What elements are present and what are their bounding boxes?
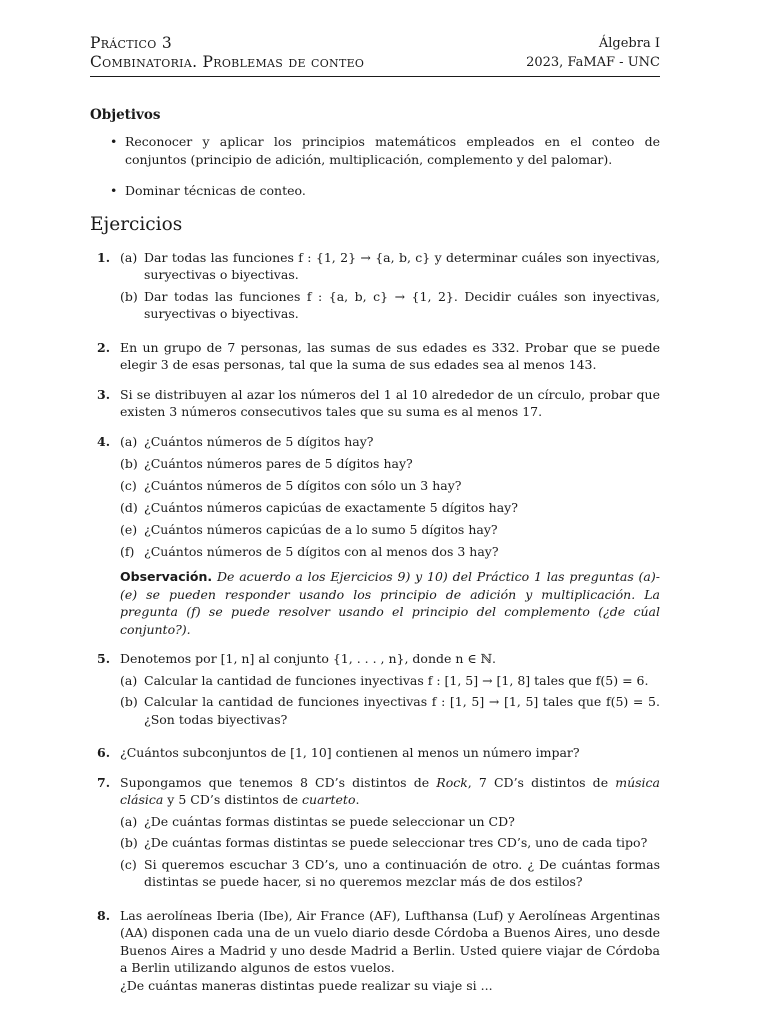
header-rule <box>90 76 660 77</box>
page-header <box>90 34 660 72</box>
part-label: (e) <box>120 521 138 537</box>
part-label: (a) <box>120 249 138 265</box>
genre-cuarteto: cuarteto <box>302 792 356 807</box>
part-label: (d) <box>120 499 138 515</box>
exercise-part <box>120 856 660 891</box>
objective-item: • Dominar técnicas de conteo. <box>90 182 660 200</box>
part-label: (c) <box>120 477 137 493</box>
text-fragment: Supongamos que tenemos 8 CD’s distintos de <box>120 774 437 790</box>
exercise-number: 1. <box>97 249 111 265</box>
exercise-part <box>120 477 660 495</box>
header-title-line1: Práctico 3 <box>90 34 172 52</box>
exercise-text: Las aerolíneas Iberia (Ibe), Air France (AF), Lufthansa (Luf) y Aerolíneas Argentinas (AA) disponen cada una de un vuelo diario desde Córdoba a Buenos Aires, uno desde Buenos Aires a Madrid y uno desde Madrid a Berlin. Usted quiere viajar de Córdoba a Berlin utilizando algunos de estos vuelos. <box>120 907 660 975</box>
part-label: (a) <box>120 433 138 449</box>
part-label: (a) <box>120 672 138 688</box>
observation-text: De acuerdo a los Ejercicios 9) y 10) del Práctico 1 las preguntas (a)-(e) se pueden responder usando los principio de adición y multiplicación. La pregunta (f) se puede resolver usando el principio del complemento (¿de cúal conjunto?). <box>120 569 660 637</box>
exercise-number: 6. <box>97 745 111 760</box>
part-text: ¿De cuántas formas distintas se puede seleccionar tres CD’s, uno de cada tipo? <box>144 835 648 850</box>
text-fragment: . <box>355 792 360 807</box>
exercise-part <box>120 693 660 728</box>
exercise-part <box>120 521 660 539</box>
part-text: ¿Cuántos números capicúas de exactamente 5 dígitos hay? <box>144 499 518 515</box>
exercise-text: Si se distribuyen al azar los números del 1 al 10 alrededor de un círculo, probar que existen 3 números consecutivos tales que su suma es al menos 17. <box>120 386 660 419</box>
part-text: ¿De cuántas formas distintas se puede seleccionar un CD? <box>144 813 515 829</box>
text-fragment: , 7 CD’s distintos de <box>467 774 616 790</box>
part-label: (b) <box>120 288 138 304</box>
part-text: ¿Cuántos números de 5 dígitos con al menos dos 3 hay? <box>144 543 499 559</box>
header-course: Álgebra I <box>598 36 660 51</box>
genre-classical: música clásica <box>120 774 661 807</box>
exercise-number: 4. <box>97 433 111 449</box>
exercise-part <box>120 499 660 517</box>
part-text: ¿Cuántos números de 5 dígitos con sólo un 3 hay? <box>144 477 462 493</box>
exercise-number: 7. <box>97 774 111 790</box>
part-text: ¿Cuántos números pares de 5 dígitos hay? <box>144 455 413 471</box>
part-text: Si queremos escuchar 3 CD’s, uno a continuación de otro. ¿ De cuántas formas distintas se puede hacer, si no queremos mezclar más de dos estilos? <box>144 856 660 889</box>
exercise-number: 3. <box>97 386 111 402</box>
part-text: ¿Cuántos números capicúas de a lo sumo 5 dígitos hay? <box>144 521 498 537</box>
part-label: (b) <box>120 455 138 471</box>
objectives-list <box>90 133 660 200</box>
exercise-number: 5. <box>97 651 111 666</box>
objectives-title: Objetivos <box>90 107 161 123</box>
part-text: Calcular la cantidad de funciones inyectivas f : [1, 5] → [1, 8] tales que f(5) = 6. <box>144 672 649 688</box>
observation-label: Observación. <box>120 569 213 584</box>
exercise-text: Denotemos por [1, n] al conjunto {1, . . . , n}, donde n ∈ ℕ. <box>120 651 497 666</box>
header-year-place: 2023, FaMAF - UNC <box>526 55 660 70</box>
part-label: (b) <box>120 694 138 709</box>
objective-item: • Reconocer y aplicar los principios matemáticos empleados en el conteo de conjuntos (principio de adición, multiplicación, complemento y del palomar). <box>90 133 660 168</box>
exercise-number: 8. <box>97 907 111 923</box>
exercise-6 <box>90 744 660 762</box>
part-label: (f) <box>120 543 135 559</box>
exercise-4 <box>90 433 660 639</box>
part-text: Dar todas las funciones f : {a, b, c} → {1, 2}. Decidir cuáles son inyectivas, suryectivas o biyectivas. <box>144 288 660 321</box>
part-label: (a) <box>120 813 138 829</box>
part-text: Dar todas las funciones f : {1, 2} → {a, b, c} y determinar cuáles son inyectivas, suryectivas o biyectivas. <box>144 249 660 282</box>
exercise-part <box>120 433 660 451</box>
exercise-text <box>120 774 660 809</box>
exercise-question: ¿De cuántas maneras distintas puede realizar su viaje si ... <box>120 977 493 993</box>
exercise-text: En un grupo de 7 personas, las sumas de sus edades es 332. Probar que se puede elegir 3 de esas personas, tal que la suma de sus edades sea al menos 143. <box>120 339 660 372</box>
exercise-part <box>120 543 660 561</box>
exercise-text: ¿Cuántos subconjuntos de [1, 10] contienen al menos un número impar? <box>120 745 580 760</box>
exercise-part <box>120 672 660 690</box>
genre-rock: Rock <box>436 774 468 790</box>
part-label: (c) <box>120 856 137 872</box>
header-title-line2: Combinatoria. Problemas de conteo <box>90 53 365 71</box>
exercise-part <box>120 813 660 831</box>
exercise-part <box>120 834 660 852</box>
exercise-part <box>120 455 660 473</box>
observation-note <box>120 568 660 638</box>
exercise-2 <box>90 339 660 374</box>
document-page <box>90 34 660 1006</box>
exercise-7 <box>90 774 660 895</box>
exercise-number: 2. <box>97 339 111 355</box>
exercise-1 <box>90 249 660 327</box>
exercise-8 <box>90 907 660 995</box>
exercise-part <box>120 288 660 323</box>
part-text: Calcular la cantidad de funciones inyectivas f : [1, 5] → [1, 5] tales que f(5) = 5. ¿Son todas biyectivas? <box>144 694 660 727</box>
part-label: (b) <box>120 835 138 850</box>
section-title: Ejercicios <box>90 213 183 235</box>
header-course-info <box>526 34 660 72</box>
header-title <box>90 34 364 72</box>
exercise-5 <box>90 650 660 732</box>
exercise-part <box>120 249 660 284</box>
part-text: ¿Cuántos números de 5 dígitos hay? <box>144 433 374 449</box>
exercise-3 <box>90 386 660 421</box>
text-fragment: y 5 CD’s distintos de <box>163 792 303 807</box>
